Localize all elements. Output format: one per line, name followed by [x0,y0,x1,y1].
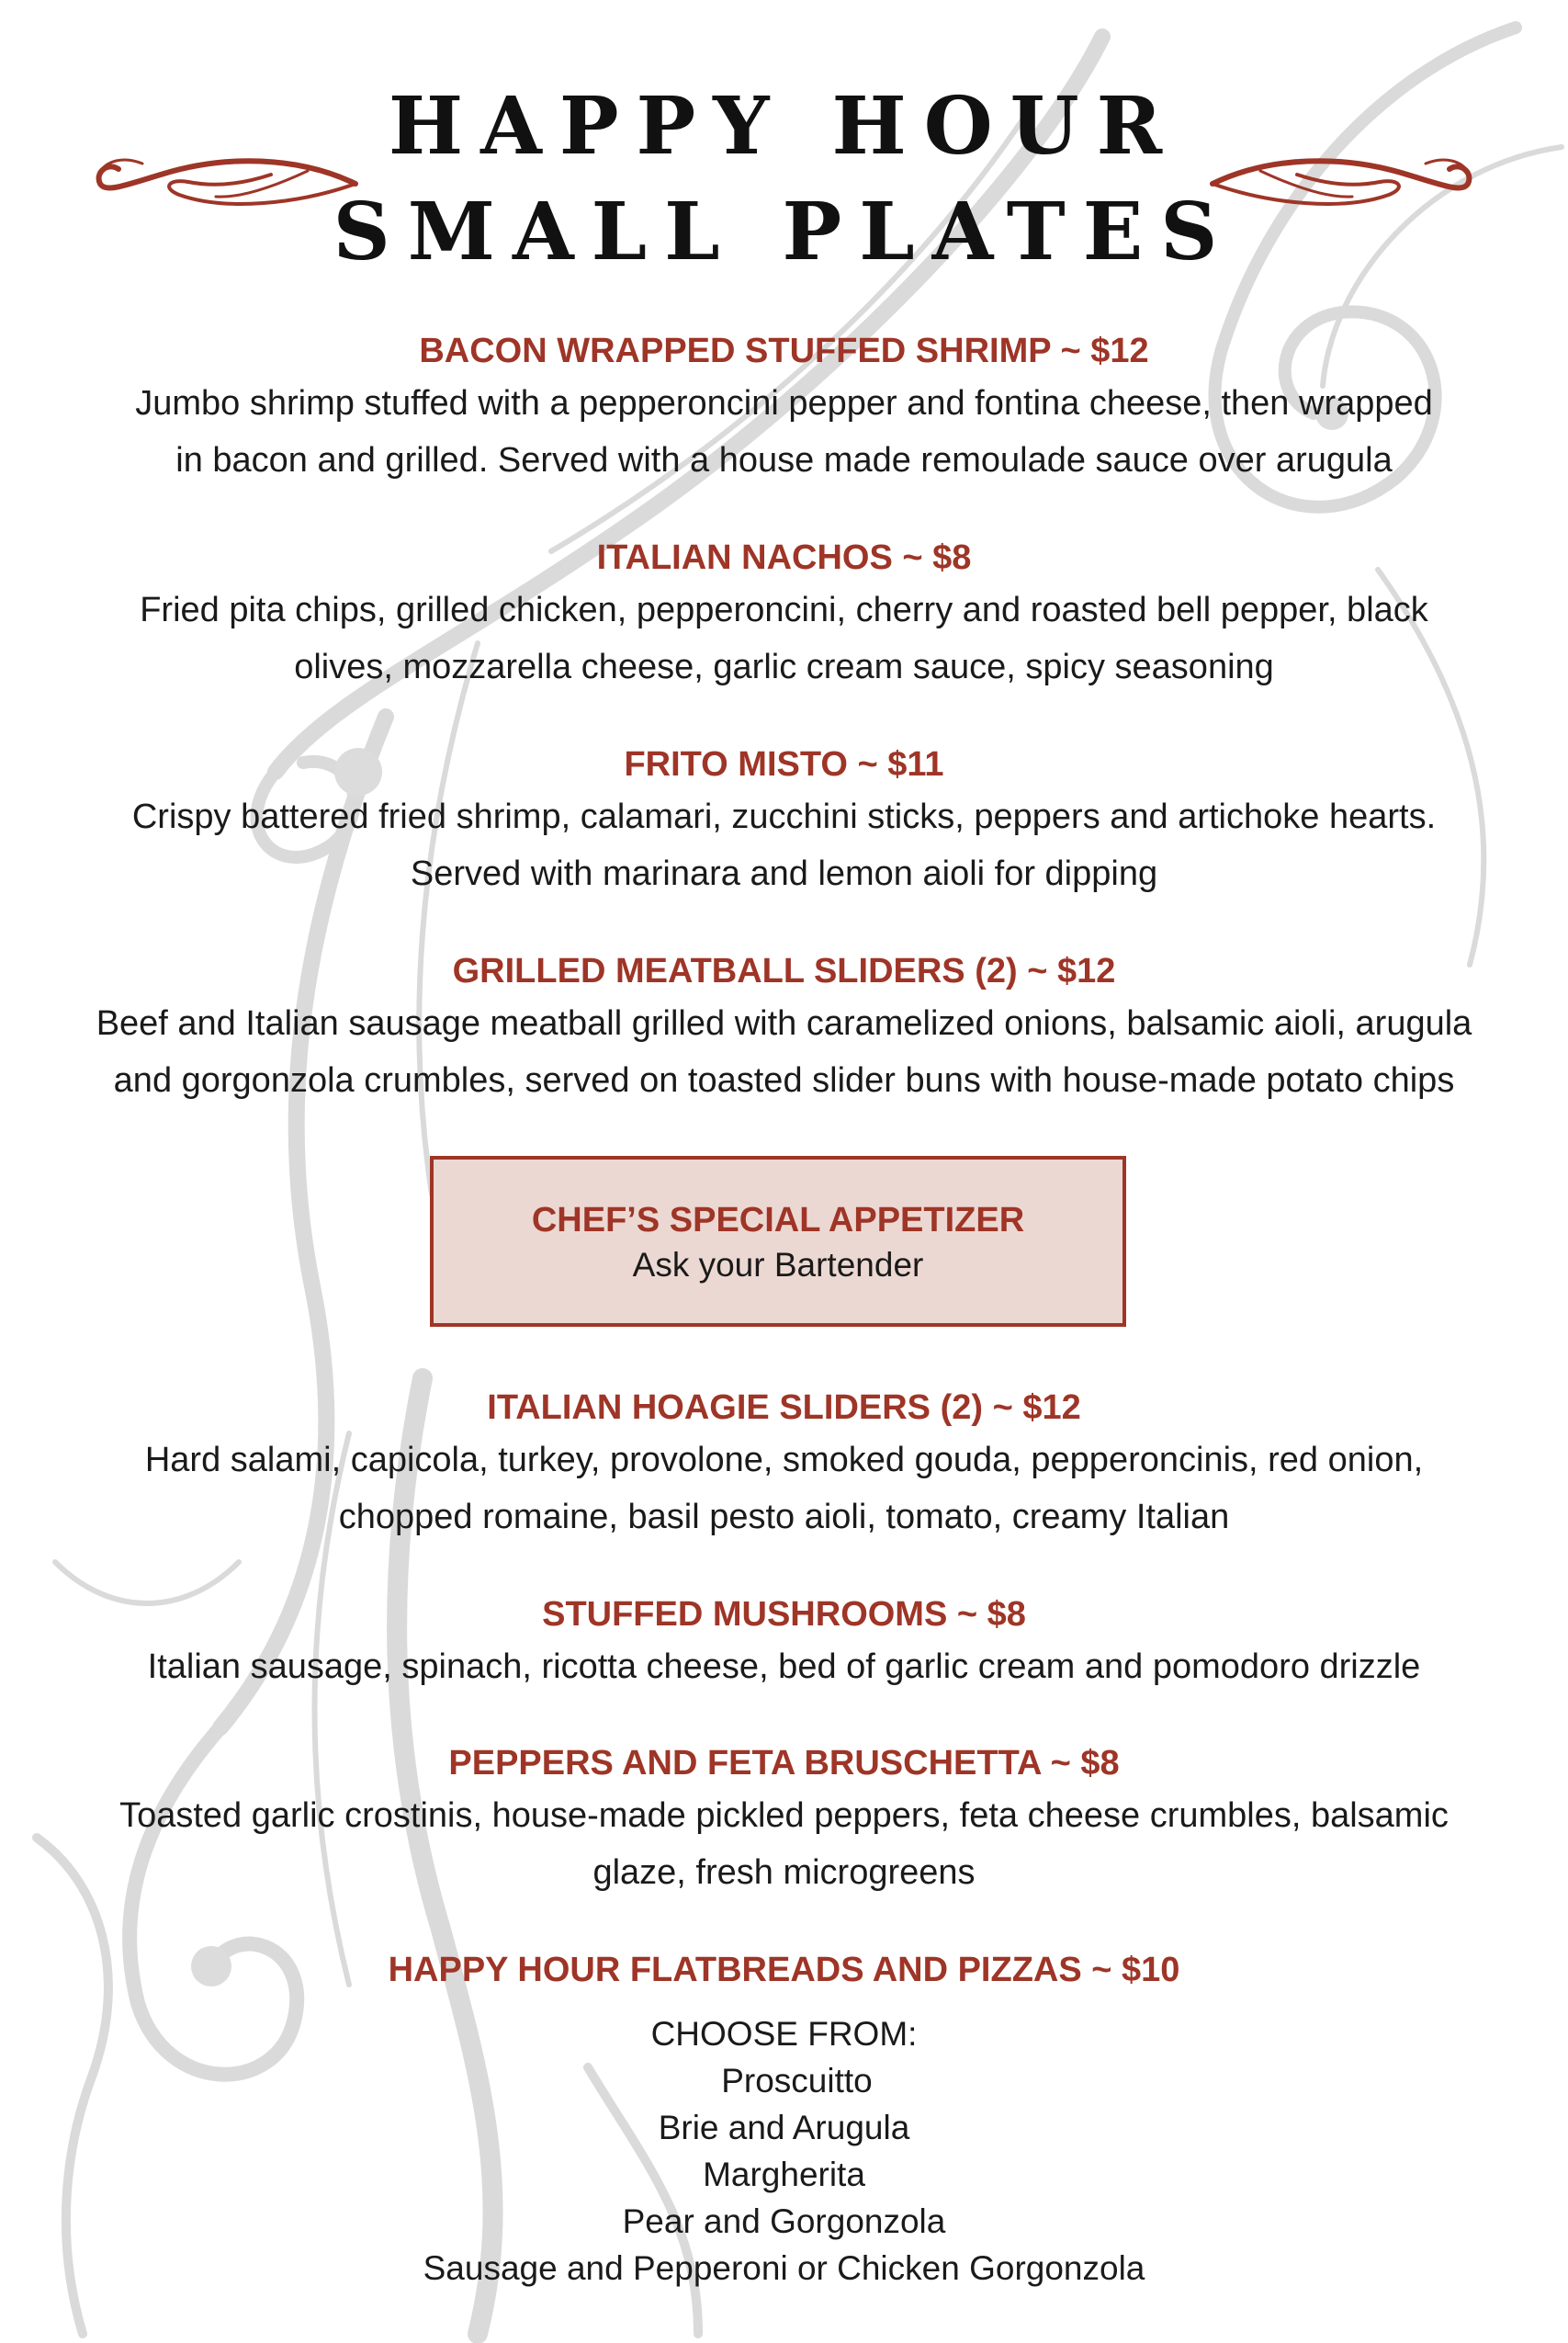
description-line: Jumbo shrimp stuffed with a pepperoncini pepper and fontina cheese, then wrapped [135,384,1433,423]
page-title-line-2: SMALL PLATES [333,186,1235,278]
choice-option: Margherita [703,2156,865,2193]
description-line: Hard salami, capicola, turkey, provolone, smoked gouda, pepperoncinis, red onion, [144,1441,1424,1479]
menu-item-description [92,1787,1476,1901]
menu-item-title: GRILLED MEATBALL SLIDERS (2) ~ $12 [452,952,1116,990]
chefs-special-title: CHEF’S SPECIAL APPETIZER [531,1201,1025,1239]
flatbread-choices [0,2010,1568,2292]
menu-item-title: STUFFED MUSHROOMS ~ $8 [542,1595,1026,1634]
menu-item-description [92,1432,1476,1545]
menu-item [92,536,1476,696]
choice-option: Pear and Gorgonzola [622,2202,946,2240]
menu-item-title: BACON WRAPPED STUFFED SHRIMP ~ $12 [419,332,1149,370]
description-line: Fried pita chips, grilled chicken, pepperoncini, cherry and roasted bell pepper, black [140,591,1428,629]
menu-item [92,1741,1476,1901]
description-line: glaze, fresh microgreens [592,1853,976,1892]
menu-item-description [92,995,1476,1109]
menu-item-title: FRITO MISTO ~ $11 [624,745,944,784]
choice-option: Sausage and Pepperoni or Chicken Gorgonzola [423,2249,1145,2287]
choices-header: CHOOSE FROM: [650,2015,918,2053]
menu-item-description [92,375,1476,489]
menu-item [92,1386,1476,1545]
description-line: Toasted garlic crostinis, house-made pickled peppers, feta cheese crumbles, balsamic [119,1796,1449,1835]
menu-item [92,742,1476,902]
chefs-special-box [430,1156,1126,1327]
description-line: Served with marinara and lemon aioli for dipping [410,855,1158,893]
description-line: Crispy battered fried shrimp, calamari, zucchini sticks, peppers and artichoke hearts. [131,798,1437,836]
menu-item-description [92,1638,1476,1695]
description-line: in bacon and grilled. Served with a house made remoulade sauce over arugula [175,441,1393,480]
page-title-line-1: HAPPY HOUR [388,80,1180,173]
menu-item-title: PEPPERS AND FETA BRUSCHETTA ~ $8 [448,1744,1120,1783]
menu-item [92,1948,1476,1992]
menu-item [92,949,1476,1109]
menu-item-description [92,582,1476,696]
left-flourish-ornament [87,147,363,221]
menu-item [92,329,1476,489]
description-line: Italian sausage, spinach, ricotta cheese, bed of garlic cream and pomodoro drizzle [147,1647,1421,1686]
choice-option: Brie and Arugula [658,2109,910,2146]
menu-item-title: HAPPY HOUR FLATBREADS AND PIZZAS ~ $10 [388,1951,1180,1989]
description-line: olives, mozzarella cheese, garlic cream sauce, spicy seasoning [294,648,1274,686]
menu-item-title: ITALIAN HOAGIE SLIDERS (2) ~ $12 [487,1388,1081,1427]
right-flourish-ornament [1205,147,1481,221]
choice-option: Proscuitto [721,2062,873,2100]
description-line: chopped romaine, basil pesto aioli, tomato, creamy Italian [338,1498,1230,1536]
chefs-special-subtitle: Ask your Bartender [632,1246,924,1284]
description-line: Beef and Italian sausage meatball grilled with caramelized onions, balsamic aioli, arugula [96,1004,1472,1043]
menu-item [92,1592,1476,1695]
menu-item-description [92,788,1476,902]
description-line: and gorgonzola crumbles, served on toasted slider buns with house-made potato chips [113,1061,1455,1100]
menu-item-title: ITALIAN NACHOS ~ $8 [596,538,972,577]
